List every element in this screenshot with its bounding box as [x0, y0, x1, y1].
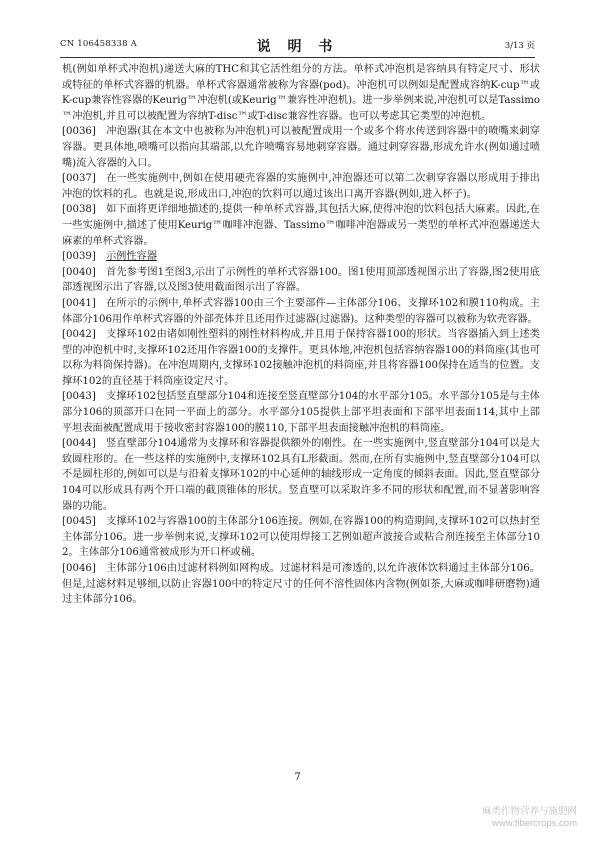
paragraph-number: [0037] — [62, 173, 96, 185]
paragraph-number: [0042] — [62, 329, 96, 341]
document-body — [62, 62, 540, 608]
paragraph — [62, 296, 540, 327]
paragraph-text: 主体部分106由过滤材料例如网构成。过滤材料是可渗透的,以允许液体饮料通过主体部分106。但是,过滤材料足够细,以防止容器100中的特定尺寸的任何不溶性固体内含物(例如茶,大麻或咖啡研磨物)通过主体部分106。 — [62, 563, 540, 606]
paragraph-text: 在一些实施例中,例如在使用硬壳容器的实施例中,冲泡器还可以第二次刺穿容器以形成用于排出冲泡的饮料的孔。也就是说,形成出口,冲泡的饮料可以通过该出口离开容器(例如,进入杯子)。 — [62, 173, 540, 200]
paragraph — [62, 171, 540, 202]
paragraph — [62, 249, 540, 265]
paragraph-text: 在所示的示例中,单杯式容器100由三个主要部件—主体部分106、支撑环102和膜110构成。主体部分106用作单杯式容器的外部壳体并且还用作过滤器(过滤器)。这种类型的容器可以被称为软壳容器。 — [62, 297, 540, 325]
paragraph-number: [0039] — [62, 251, 96, 263]
paragraph — [62, 265, 540, 296]
paragraph-text: 冲泡器(其在本文中也被称为冲泡机)可以被配置成用一个或多个将水传送到容器中的喷嘴来刺穿容器。更具体地,喷嘴可以指向其端部,以允许喷嘴容易地刺穿容器。通过刺穿容器,形成允许水(例如通过喷嘴)流入容器的入口。 — [62, 126, 540, 169]
page-of-indicator: 3/13 页 — [504, 41, 535, 51]
page-number: 7 — [294, 772, 301, 783]
paragraph-text: 竖直壁部分104通常为支撑环和容器提供额外的刚性。在一些实施例中,竖直壁部分104可以是大致圆柱形的。在一些这样的实施例中,支撑环102具有L形截面。然而,在所有实施例中,竖直壁部分104可以不是圆柱形的,例如可以是与沿着支撑环102的中心延伸的轴线形成一定角度的倾斜表面。因此,竖直壁部分104可以形成具有两个开口端的截顶锥体的形状。竖直壁可以采取许多不同的形状和配置,而不显著影响容器的功能。 — [62, 438, 540, 512]
paragraph-number: [0040] — [62, 266, 96, 278]
paragraph — [62, 561, 540, 608]
paragraph-number: [0044] — [62, 438, 96, 450]
paragraph-number: [0036] — [62, 126, 96, 138]
paragraph-text: 支撑环102由诸如刚性塑料的刚性材料构成,并且用于保持容器100的形状。当容器插入到上述类型的冲泡机中时,支撑环102还用作容器100的支撑件。更具体地,冲泡机包括容纳容器100的料筒座(其也可以称为料筒保持器)。在冲泡周期内,支撑环102接触冲泡机的料筒座,并且将容器100保持在适当的位置。支撑环102的直径基于料筒座设定尺寸。 — [62, 329, 540, 387]
paragraph-number: [0038] — [62, 204, 96, 216]
watermark-site-name: 麻类作物营养与施肥网 — [481, 806, 577, 817]
paragraph-text: 首先参考图1至图3,示出了示例性的单杯式容器100。图1使用顶部透视图示出了容器,图2使用底部透视图示出了容器,以及图3使用截面图示出了容器。 — [62, 266, 540, 294]
paragraph-text: 支撑环102包括竖直壁部分104和连接至竖直壁部分104的水平部分105。水平部分105是与主体部分106的顶部开口在同一平面上的部分。水平部分105提供上部平坦表面和下部平坦表面114,其中上部平坦表面被配置成用于接收密封容器100的膜110,下部平坦表面接触冲泡机的料筒座。 — [62, 391, 540, 434]
paragraph — [62, 62, 540, 124]
paragraph-text: 如下面将更详细地描述的,提供一种单杯式容器,其包括大麻,使得冲泡的饮料包括大麻素。因此,在一些实施例中,描述了使用Keurig™咖啡冲泡器、Tassimo™咖啡冲泡器或另一类型的单杯式冲泡器递送大麻素的单杯式容器。 — [62, 204, 540, 247]
paragraph — [62, 327, 540, 389]
page-header — [60, 36, 535, 56]
paragraph-text: 支撑环102与容器100的主体部分106连接。例如,在容器100的构造期间,支撑环102可以热封至主体部分106。进一步举例来说,支撑环102可以使用焊接工艺例如超声波接合或粘合剂连接至主体部分102。主体部分106通常被成形为开口杯或桶。 — [62, 516, 540, 559]
paragraph-number: [0043] — [62, 391, 96, 403]
paragraph-number: [0046] — [62, 563, 96, 574]
paragraph-number: [0041] — [62, 297, 96, 309]
document-number: CN 106458338 A — [60, 39, 137, 49]
paragraph — [62, 202, 540, 249]
section-heading: 示例性容器 — [106, 251, 157, 263]
paragraph — [62, 389, 540, 436]
watermark-url: www.fibercrops.com — [492, 818, 577, 829]
section-title: 说 明 书 — [256, 39, 339, 55]
paragraph — [62, 514, 540, 561]
paragraph — [62, 124, 540, 171]
paragraph-text: 机(例如单杯式冲泡机)递送大麻的THC和其它活性组分的方法。单杯式冲泡机是容纳具有特定尺寸、形状或特征的单杯式容器的机器。单杯式容器通常被称为容器(pod)。冲泡机可以例如是配置成容纳K-cup™或K-cup兼容性容器的Keurig™冲泡机(或Keurig™兼容性冲泡机)。进一步举例来说,冲泡机可以是Tassimo™冲泡机,并且可以被配置为容纳T-disc™或T-disc兼容性容器。也可以考虑其它类型的冲泡机。 — [62, 64, 540, 122]
header-rule — [60, 57, 535, 58]
paragraph-number: [0045] — [62, 516, 96, 528]
paragraph — [62, 436, 540, 514]
site-watermark — [427, 806, 577, 830]
